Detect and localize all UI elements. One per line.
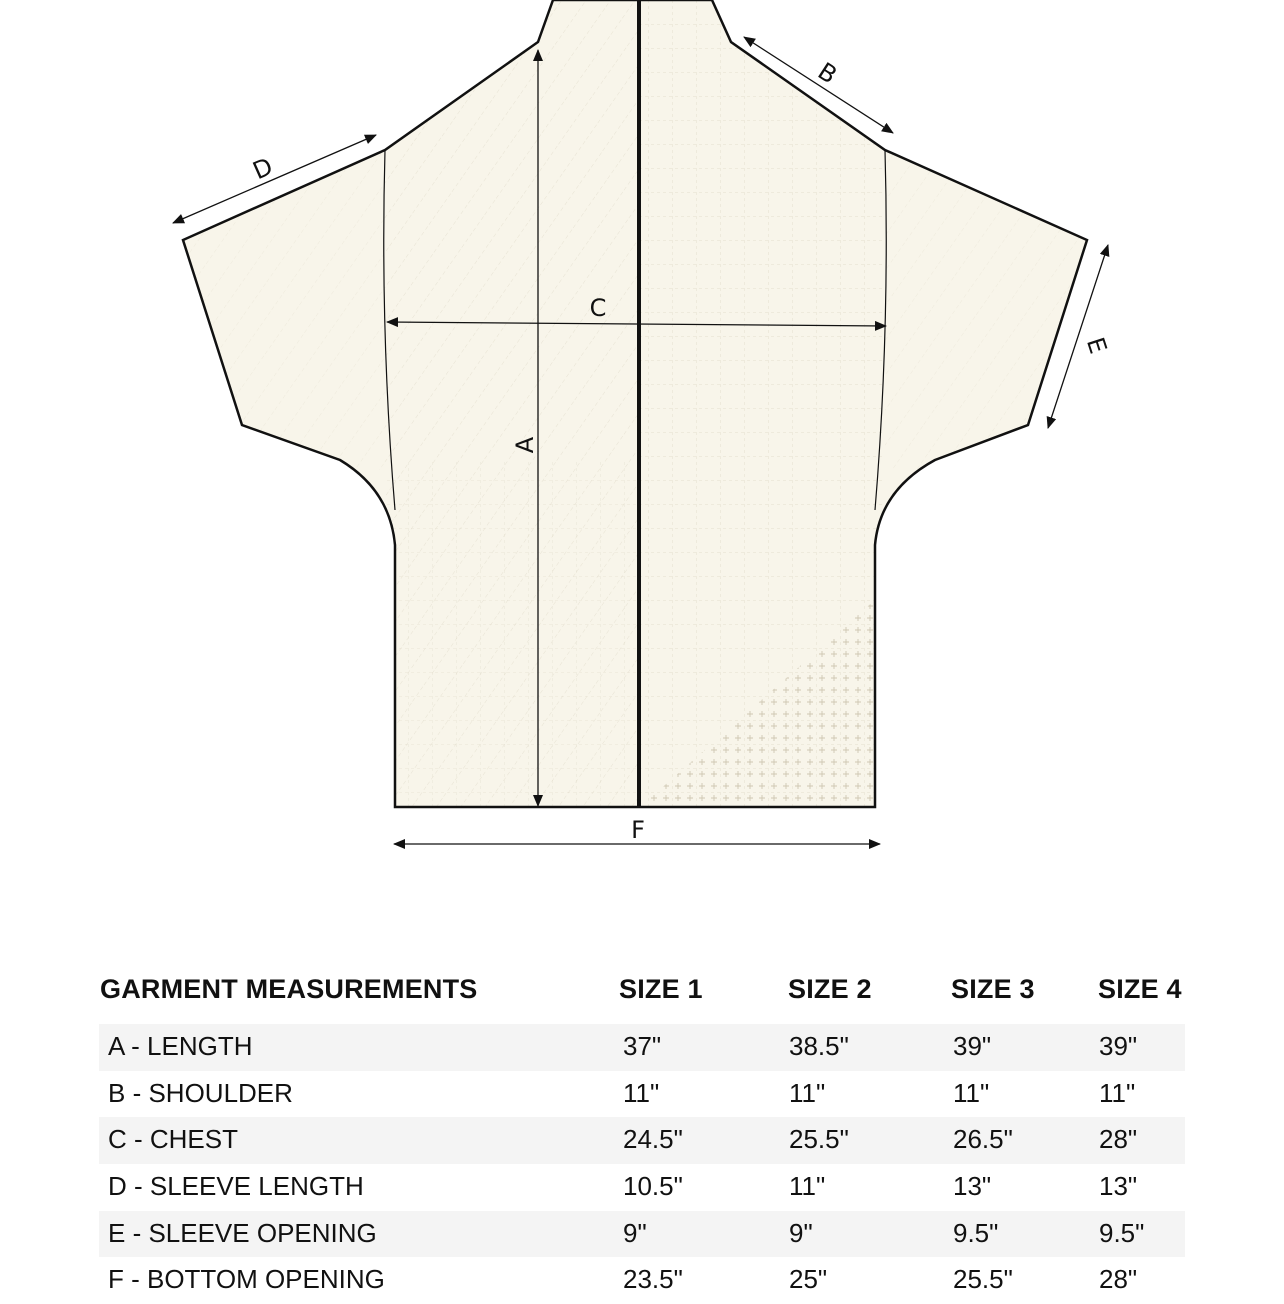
table-row: [99, 1257, 1185, 1304]
fabric-texture: [183, 0, 1087, 807]
dimension-c-label: C: [589, 294, 607, 322]
row-value: 37": [623, 1031, 662, 1061]
row-value: 13": [1099, 1171, 1138, 1202]
row-value: 39": [1099, 1031, 1138, 1061]
row-value: 11": [623, 1077, 660, 1108]
row-value: 23.5": [623, 1264, 683, 1295]
row-value: 25.5": [789, 1124, 849, 1155]
row-value: 28": [1099, 1124, 1138, 1155]
row-value: 9": [789, 1217, 813, 1248]
row-label: D - SLEEVE LENGTH: [108, 1171, 364, 1202]
row-value: 9.5": [953, 1217, 999, 1248]
table-row: [99, 1211, 1185, 1258]
size-1-header: SIZE 1: [619, 974, 703, 1004]
dimension-e-label: E: [1080, 333, 1113, 358]
dimension-b-label: B: [812, 57, 842, 90]
row-value: 11": [1099, 1077, 1136, 1108]
table-row: [99, 1024, 1185, 1071]
row-value: 25": [789, 1264, 828, 1295]
row-value: 28": [1099, 1264, 1138, 1295]
row-value: 24.5": [623, 1124, 683, 1155]
row-value: 9.5": [1099, 1217, 1145, 1248]
dimension-f-label: F: [631, 816, 645, 844]
table-title: GARMENT MEASUREMENTS: [100, 974, 478, 1004]
table-row: [99, 1071, 1185, 1118]
row-label: B - SHOULDER: [108, 1077, 293, 1108]
row-label: E - SLEEVE OPENING: [108, 1217, 377, 1248]
row-value: 26.5": [953, 1124, 1013, 1155]
dimension-d-label: D: [248, 152, 277, 186]
row-label: F - BOTTOM OPENING: [108, 1264, 385, 1295]
row-value: 11": [789, 1171, 826, 1202]
table-row: [99, 1117, 1185, 1164]
table-header: [99, 966, 1185, 1024]
size-3-header: SIZE 3: [951, 974, 1035, 1004]
dimension-a-label: A: [511, 436, 539, 454]
row-value: 10.5": [623, 1171, 683, 1202]
row-value: 38.5": [789, 1031, 849, 1061]
row-value: 9": [623, 1217, 647, 1248]
size-4-header: SIZE 4: [1098, 974, 1182, 1004]
row-value: 25.5": [953, 1264, 1013, 1295]
row-label: A - LENGTH: [108, 1031, 253, 1061]
table-row: [99, 1164, 1185, 1211]
measurement-table: [99, 966, 1185, 1304]
size-2-header: SIZE 2: [788, 974, 872, 1004]
row-value: 11": [953, 1077, 990, 1108]
row-value: 39": [953, 1031, 992, 1061]
row-value: 11": [789, 1077, 826, 1108]
row-value: 13": [953, 1171, 992, 1202]
row-label: C - CHEST: [108, 1124, 238, 1155]
